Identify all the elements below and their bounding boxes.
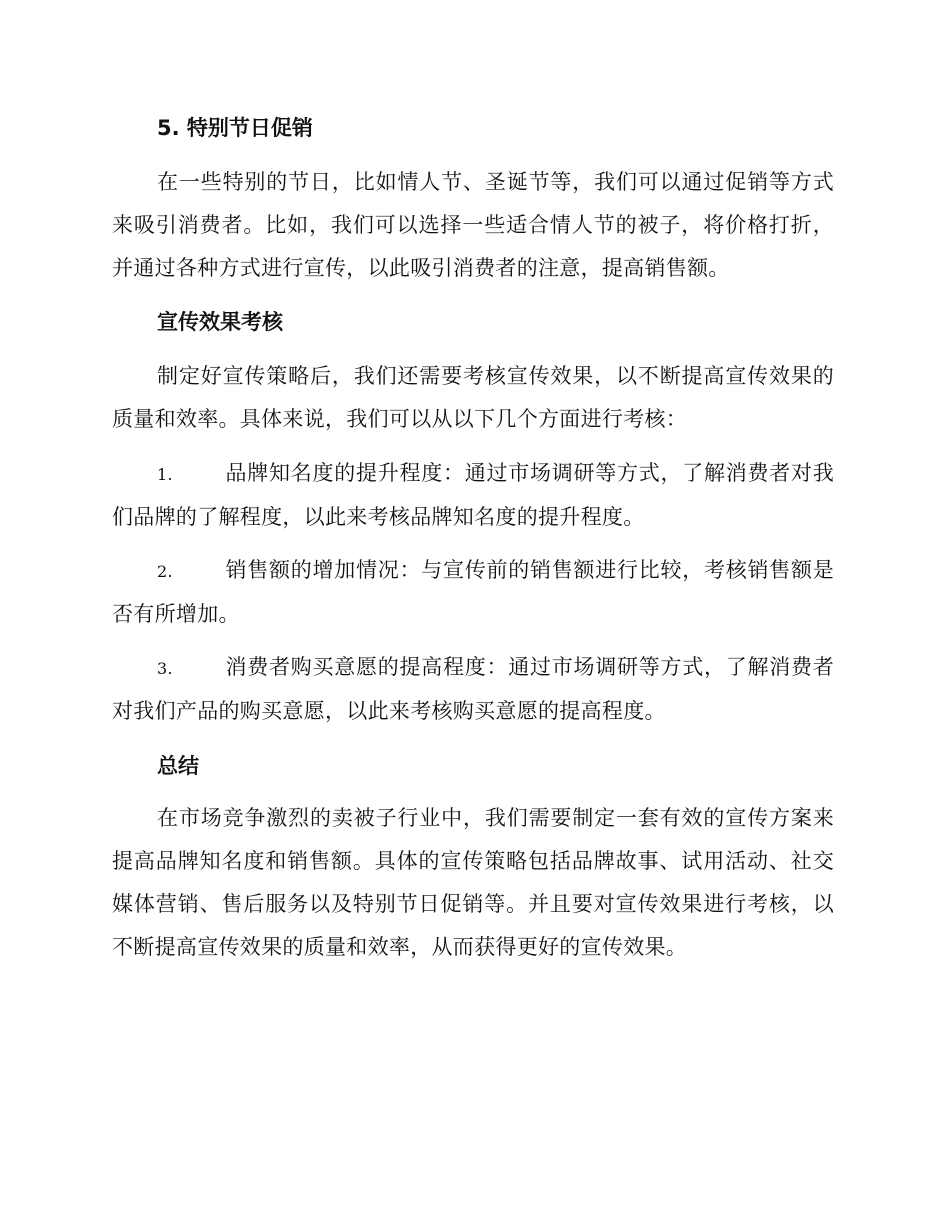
- section-heading-holiday-promotion: 5. 特别节日促销: [157, 116, 313, 140]
- section-heading-effect-assessment: 宣传效果考核: [157, 310, 283, 334]
- list-item-sales-increase: [112, 549, 834, 636]
- list-item-text: 品牌知名度的提升程度：通过市场调研等方式，了解消费者对我们品牌的了解程度，以此来考核品牌知名度的提升程度。: [112, 461, 834, 529]
- list-number: 2.: [157, 562, 173, 581]
- paragraph-summary: 在市场竞争激烈的卖被子行业中，我们需要制定一套有效的宣传方案来提高品牌知名度和销售额。具体的宣传策略包括品牌故事、试用活动、社交媒体营销、售后服务以及特别节日促销等。并且要对宣传效果进行考核，以不断提高宣传效果的质量和效率，从而获得更好的宣传效果。: [112, 806, 834, 959]
- paragraph-holiday-promotion: 在一些特别的节日，比如情人节、圣诞节等，我们可以通过促销等方式来吸引消费者。比如，我们可以选择一些适合情人节的被子，将价格打折，并通过各种方式进行宣传，以此吸引消费者的注意，提高销售额。: [112, 170, 834, 280]
- list-item-text: 消费者购买意愿的提高程度：通过市场调研等方式，了解消费者对我们产品的购买意愿，以此来考核购买意愿的提高程度。: [112, 655, 834, 723]
- list-number: 3.: [157, 659, 173, 678]
- list-item-purchase-intent: [112, 646, 834, 733]
- list-number: 1.: [157, 465, 173, 484]
- list-item-text: 销售额的增加情况：与宣传前的销售额进行比较，考核销售额是否有所增加。: [112, 558, 834, 626]
- paragraph-effect-assessment: 制定好宣传策略后，我们还需要考核宣传效果，以不断提高宣传效果的质量和效率。具体来说，我们可以从以下几个方面进行考核：: [112, 364, 834, 431]
- list-item-brand-awareness: [112, 452, 834, 539]
- section-heading-summary: 总结: [157, 754, 199, 778]
